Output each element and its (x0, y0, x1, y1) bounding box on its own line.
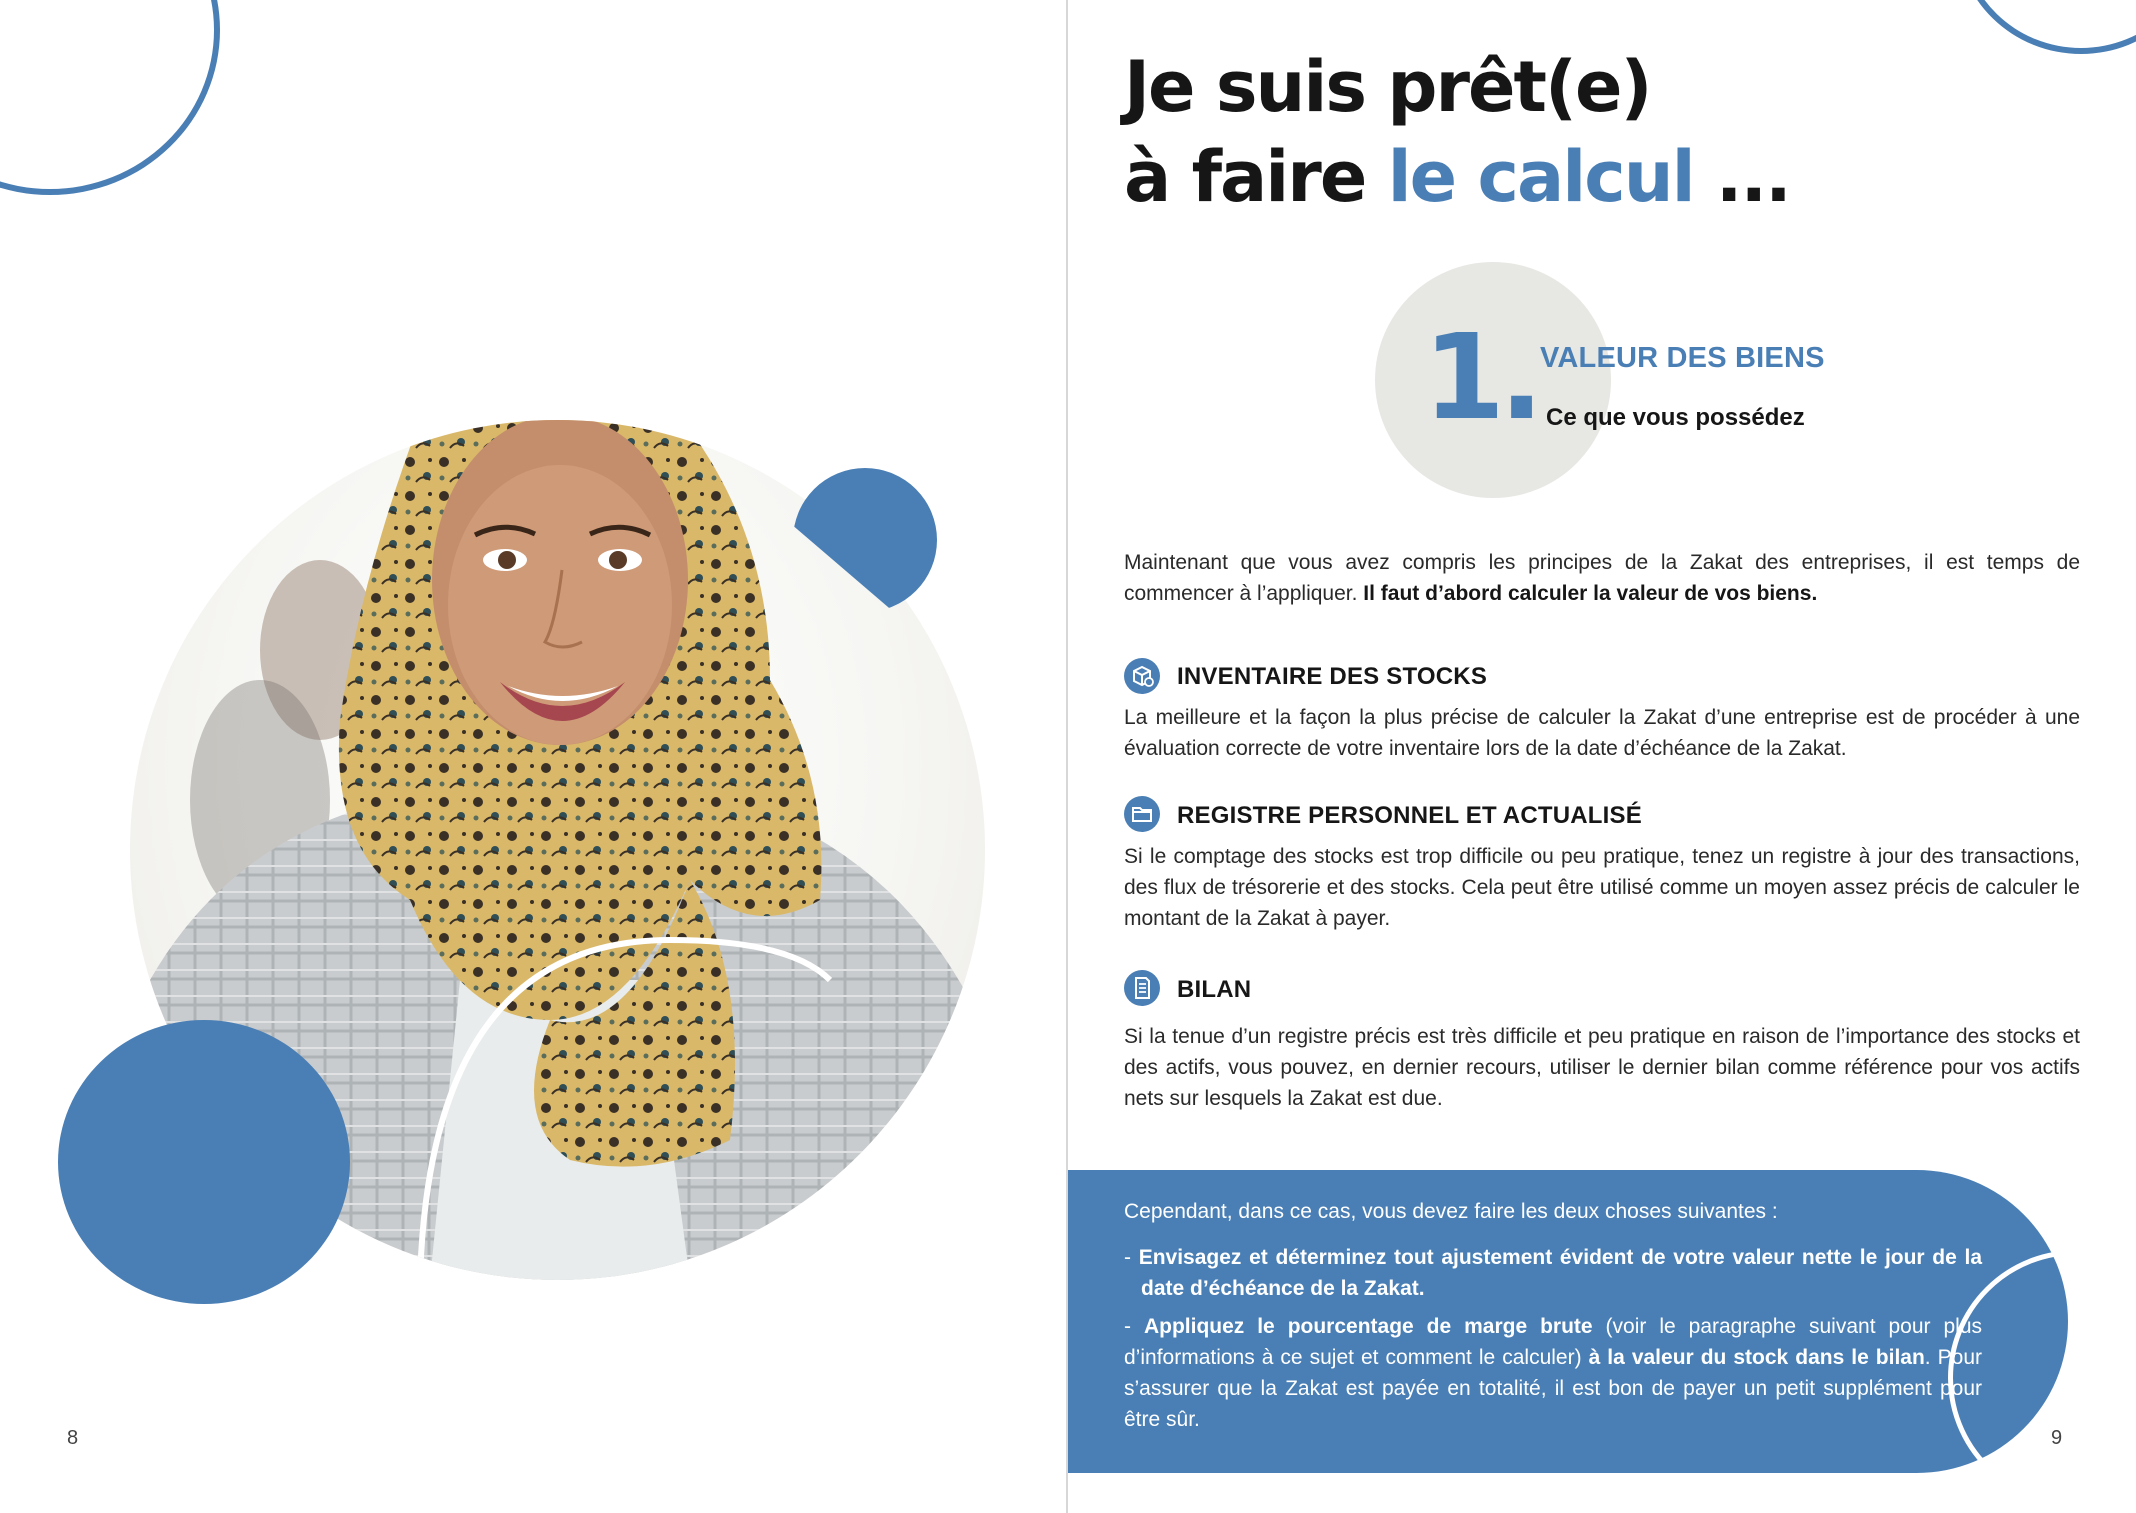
step-subheading: Ce que vous possédez (1546, 404, 1805, 431)
section-title-balance: BILAN (1177, 976, 1252, 1003)
folder-icon (1124, 796, 1160, 832)
callout-bullet-2: - Appliquez le pourcentage de marge brute (voir le paragraphe suivant pour plus d’informations à ce sujet et comment le calculer) à la valeur du stock dans le bilan. Pour s’assurer que la Zakat est payée en totalité, il est bon de payer un petit supplément pour être sûr. (1124, 1315, 1982, 1431)
page-number-right: 9 (2051, 1427, 2063, 1449)
step-number: 1. (1423, 308, 1538, 446)
top-right-ring-decoration (1956, 0, 2136, 54)
step-heading: VALEUR DES BIENS (1540, 342, 1825, 374)
right-page (1068, 0, 2136, 1513)
intro-paragraph: Maintenant que vous avez compris les principes de la Zakat des entreprises, il est temps de commencer à l’appliquer. Il faut d’abord calculer la valeur de vos biens. (1124, 551, 2080, 605)
left-page (0, 0, 1066, 1513)
callout-bullet-1: - Envisagez et déterminez tout ajustement évident de votre valeur nette le jour de la date d’échéance de la Zakat. (1124, 1246, 1982, 1300)
section-text-register: Si le comptage des stocks est trop difficile ou peu pratique, tenez un registre à jour des transactions, des flux de trésorerie et des stocks. Cela peut être utilisé comme un moyen assez précis de calculer le montant de la Zakat à payer. (1124, 845, 2080, 930)
callout-intro: Cependant, dans ce cas, vous devez faire les deux choses suivantes : (1124, 1200, 1778, 1223)
page-title-line-2: à faire le calcul ... (1124, 136, 1790, 218)
section-title-inventory: INVENTAIRE DES STOCKS (1177, 663, 1488, 690)
top-left-ring-decoration (0, 0, 220, 195)
section-text-inventory: La meilleure et la façon la plus précise de calculer la Zakat d’une entreprise est de procéder à une évaluation correcte de votre inventaire lors de la date d’échéance de la Zakat. (1124, 706, 2080, 760)
page-number-left: 8 (67, 1427, 79, 1449)
title-accent: le calcul (1387, 136, 1694, 218)
box-icon (1124, 658, 1160, 694)
bottom-left-blue-disc (58, 1020, 350, 1304)
document-icon (1124, 970, 1160, 1006)
section-text-balance: Si la tenue d’un registre précis est très difficile et peu pratique en raison de l’importance des stocks et des actifs, vous pouvez, en dernier recours, utiliser le dernier bilan comme référence pour vos actifs nets sur lesquels la Zakat est due. (1124, 1025, 2080, 1110)
page-title-line-1: Je suis prêt(e) (1124, 46, 1651, 128)
section-title-register: REGISTRE PERSONNEL ET ACTUALISÉ (1177, 802, 1642, 829)
